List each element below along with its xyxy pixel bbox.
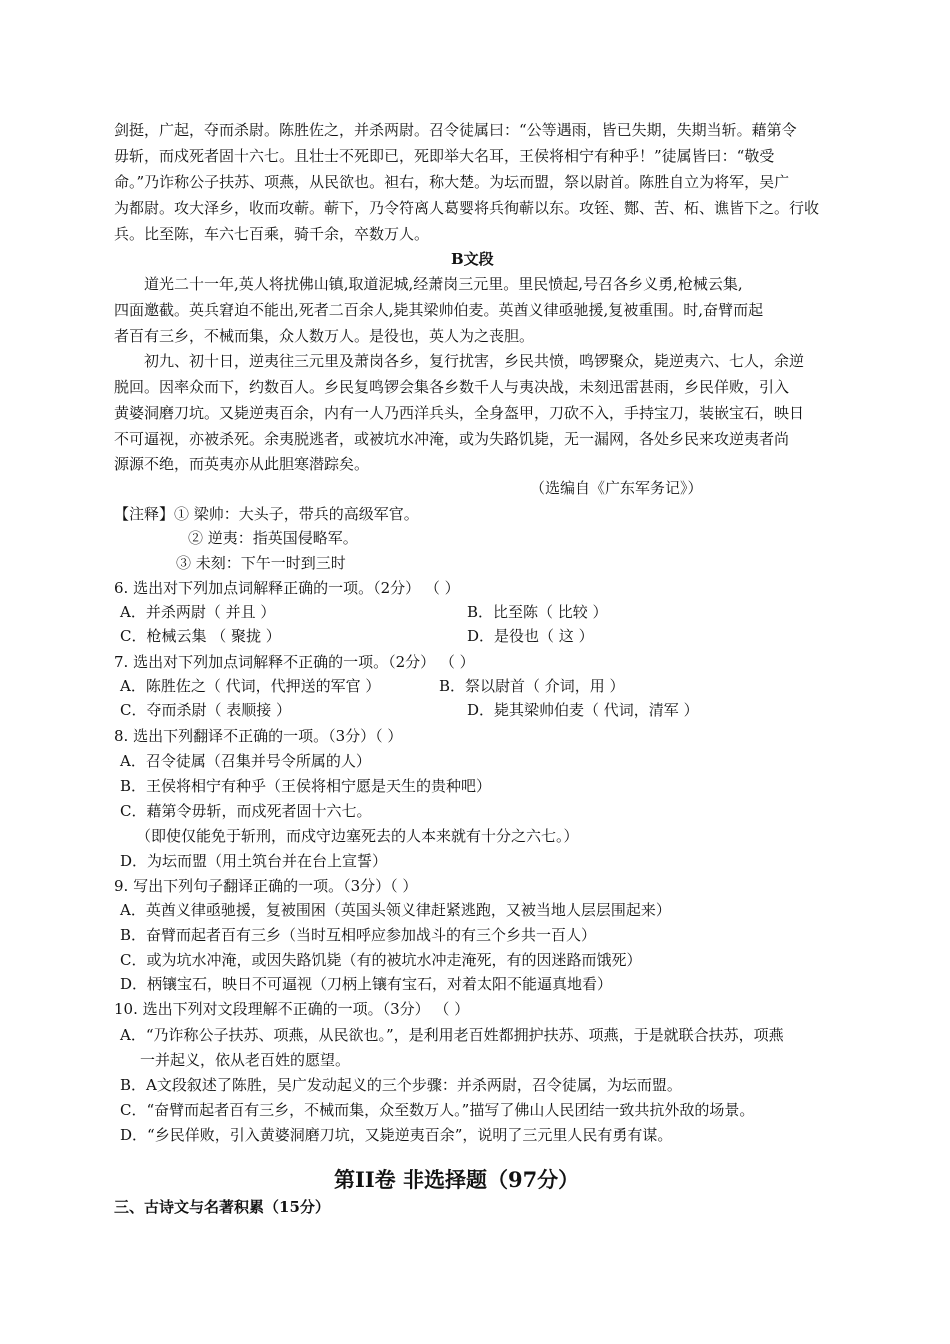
question-6-stem: 6. 选出对下列加点词解释正确的一项。（2分） （ ） [114, 579, 460, 597]
text-b-line: 者百有三乡，不械而集，众人数万人。是役也，英人为之丧胆。 [114, 327, 535, 345]
q7-option-b: B．祭以尉首（ 介词，用 ） [439, 677, 625, 695]
q10-option-d: D．“乡民佯败，引入黄婆洞磨刀坑，又毙逆夷百余”，说明了三元里人民有勇有谋。 [120, 1126, 673, 1144]
note-3: ③ 未刻：下午一时到三时 [176, 554, 346, 572]
q9-option-d: D．柄镶宝石，映日不可逼视（刀柄上镶有宝石，对着太阳不能逼真地看） [120, 975, 613, 993]
q8-option-a: A．召令徒属（召集并号令所属的人） [120, 752, 371, 770]
q8-option-d: D．为坛而盟（用土筑台并在台上宣誓） [120, 852, 388, 870]
text-a-line: 命。”乃诈称公子扶苏、项燕，从民欲也。袒右，称大楚。为坛而盟，祭以尉首。陈胜自立为将军，吴广 [114, 173, 790, 191]
q7-option-c: C．夺而杀尉（ 表顺接 ） [120, 701, 292, 719]
text-a-line: 兵。比至陈，车六七百乘，骑千余，卒数万人。 [114, 225, 430, 243]
text-a-line: 毋斩，而戍死者固十六七。且壮士不死即已，死即举大名耳，王侯将相宁有种乎！”徒属皆曰：“敬受 [114, 147, 775, 165]
q6-option-a: A．并杀两尉（ 并且 ） [120, 603, 276, 621]
q10-option-c: C．“奋臂而起者百有三乡，不械而集，众至数万人。”描写了佛山人民团结一致共抗外敌的场景。 [120, 1101, 755, 1119]
q9-option-b: B．奋臂而起者百有三乡（当时互相呼应参加战斗的有三个乡共一百人） [120, 926, 597, 944]
question-7-stem: 7. 选出对下列加点词解释不正确的一项。（2分） （ ） [114, 653, 475, 671]
q6-option-b: B．比至陈（ 比较 ） [467, 603, 608, 621]
section-3-heading: 三、古诗文与名著积累（15分） [114, 1198, 330, 1216]
q10-option-a-cont: 一并起义，依从老百姓的愿望。 [140, 1051, 351, 1069]
question-9-stem: 9. 写出下列句子翻译正确的一项。（3分）（ ） [114, 877, 418, 895]
q7-option-d: D．毙其梁帅伯麦（ 代词，清军 ） [467, 701, 699, 719]
text-b-line: 黄婆洞磨刀坑。又毙逆夷百余，内有一人乃西洋兵头，全身盔甲，刀砍不入，手持宝刀，装嵌宝石，映日 [114, 404, 805, 422]
text-a-line: 为都尉。攻大泽乡，收而攻蕲。蕲下，乃令符离人葛婴将兵徇蕲以东。攻铚、酂、苦、柘、谯皆下之。行收 [114, 199, 820, 217]
text-b-line: 不可逼视，亦被杀死。余夷脱逃者，或被坑水冲淹，或为失路饥毙，无一漏网，各处乡民来攻逆夷者尚 [114, 430, 790, 448]
q8-option-b: B．王侯将相宁有种乎（王侯将相宁愿是天生的贵种吧） [120, 777, 492, 795]
text-b-source: （选编自《广东军务记》） [530, 479, 703, 497]
text-b-title: B文段 [451, 250, 494, 268]
q10-option-b: B．A文段叙述了陈胜，吴广发动起义的三个步骤：并杀两尉，召令徒属，为坛而盟。 [120, 1076, 682, 1094]
q9-option-a: A．英酋义律亟驰援，复被围困（英国头领义律赶紧逃跑，又被当地人层层围起来） [120, 901, 671, 919]
text-a-line: 剑挺，广起，夺而杀尉。陈胜佐之，并杀两尉。召令徒属曰：“公等遇雨，皆已失期，失期当斩。藉第令 [114, 121, 797, 139]
q8-option-c: C．藉第令毋斩，而戍死者固十六七。 [120, 802, 372, 820]
text-b-line: 四面邀截。英兵窘迫不能出,死者二百余人,毙其梁帅伯麦。英酋义律亟驰援,复被重围。时,奋臂而起 [114, 301, 764, 319]
note-1: 【注释】① 梁帅：大头子，带兵的高级军官。 [114, 505, 419, 523]
question-8-stem: 8. 选出下列翻译不正确的一项。（3分）（ ） [114, 727, 403, 745]
note-2: ② 逆夷：指英国侵略军。 [188, 529, 358, 547]
text-b-line: 脱回。因率众而下，约数百人。乡民复鸣锣会集各乡数千人与夷决战，未刻迅雷甚雨，乡民佯败，引入 [114, 378, 790, 396]
q9-option-c: C．或为坑水冲淹，或因失路饥毙（有的被坑水冲走淹死，有的因迷路而饿死） [120, 951, 642, 969]
text-b-line: 源源不绝，而英夷亦从此胆寒潜踪矣。 [114, 455, 370, 473]
question-10-stem: 10. 选出下列对文段理解不正确的一项。（3分） （ ） [114, 1000, 470, 1018]
q6-option-d: D．是役也（ 这 ） [467, 627, 594, 645]
text-b-line: 初九、初十日，逆夷往三元里及萧岗各乡，复行扰害，乡民共愤，鸣锣聚众，毙逆夷六、七人，余逆 [144, 352, 805, 370]
q8-option-c-translation: （即使仅能免于斩刑，而戍守边塞死去的人本来就有十分之六七。） [136, 827, 579, 845]
q10-option-a: A．“乃诈称公子扶苏、项燕，从民欲也。”，是利用老百姓都拥护扶苏、项燕，于是就联合扶苏，项燕 [120, 1026, 784, 1044]
q7-option-a: A．陈胜佐之（ 代词，代押送的军官 ） [120, 677, 381, 695]
text-b-line: 道光二十一年,英人将扰佛山镇,取道泥城,经萧岗三元里。里民愤起,号召各乡义勇,枪械云集, [144, 275, 743, 293]
q6-option-c: C．枪械云集 （ 聚拢 ） [120, 627, 281, 645]
part-2-title: 第II卷 非选择题（97分） [334, 1167, 580, 1192]
